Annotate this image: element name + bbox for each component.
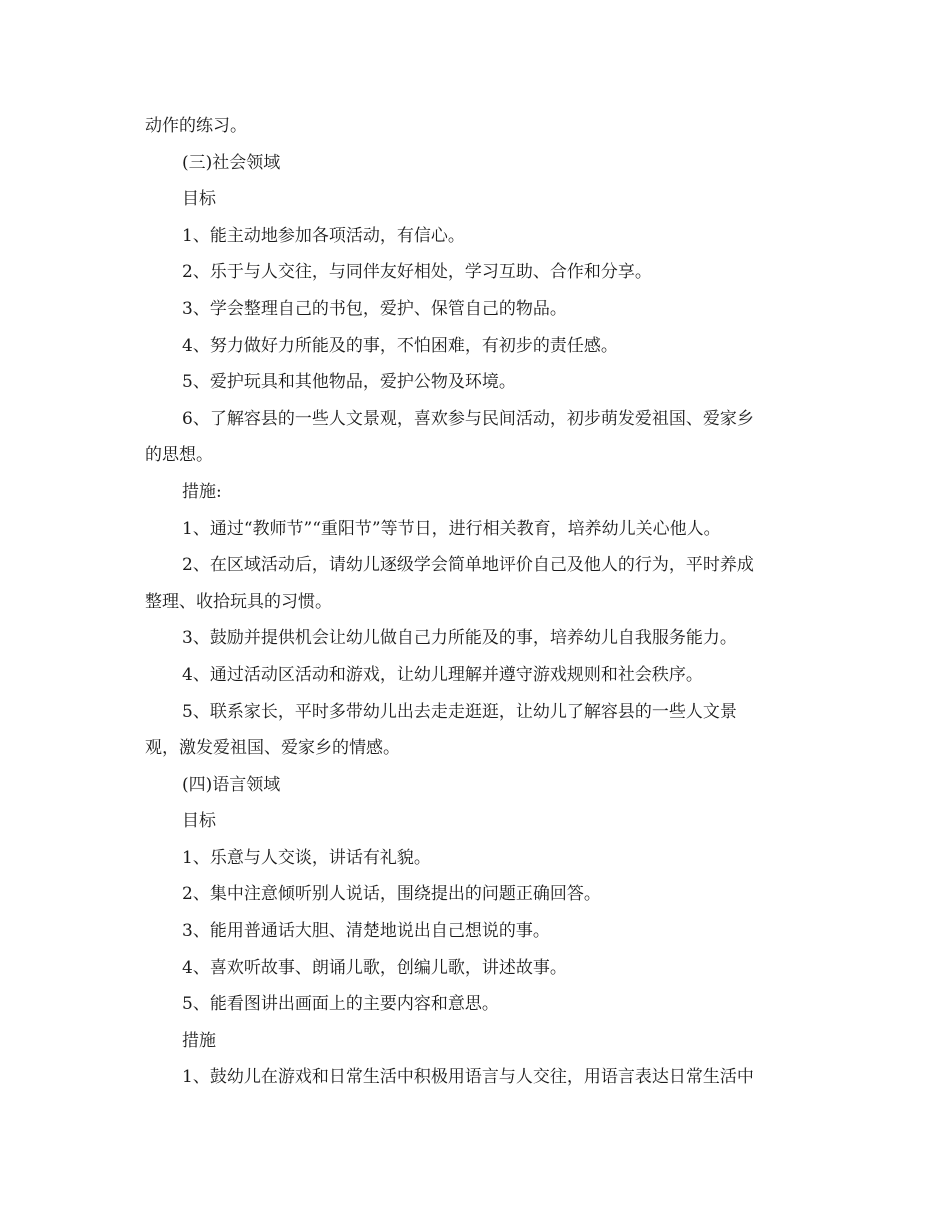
list-item: 1、通过“教师节”“重阳节”等节日，进行相关教育，培养幼儿关心他人。 xyxy=(182,518,721,539)
section-heading-social: (三)社会领域 xyxy=(182,152,281,173)
paragraph-line: 观，激发爱祖国、爱家乡的情感。 xyxy=(145,738,400,759)
paragraph-line: 的思想。 xyxy=(145,445,213,466)
list-item: 5、能看图讲出画面上的主要内容和意思。 xyxy=(182,994,499,1015)
list-item: 3、学会整理自己的书包，爱护、保管自己的物品。 xyxy=(182,298,567,319)
list-item: 4、努力做好力所能及的事，不怕困难，有初步的责任感。 xyxy=(182,335,618,356)
paragraph-line: 整理、收拾玩具的习惯。 xyxy=(145,591,332,612)
goals-heading: 目标 xyxy=(182,189,216,210)
section-heading-language: (四)语言领域 xyxy=(182,774,281,795)
list-item: 3、能用普通话大胆、清楚地说出自己想说的事。 xyxy=(182,921,550,942)
list-item: 4、喜欢听故事、朗诵儿歌，创编儿歌，讲述故事。 xyxy=(182,957,567,978)
list-item: 1、鼓幼儿在游戏和日常生活中积极用语言与人交往，用语言表达日常生活中 xyxy=(182,1067,754,1088)
list-item: 5、联系家长，平时多带幼儿出去走走逛逛，让幼儿了解容县的一些人文景 xyxy=(182,701,737,722)
measures-heading: 措施 xyxy=(182,1030,216,1051)
measures-heading: 措施: xyxy=(182,481,222,502)
list-item: 2、乐于与人交往，与同伴友好相处，学习互助、合作和分享。 xyxy=(182,262,652,283)
paragraph-line: 动作的练习。 xyxy=(145,116,247,136)
list-item: 5、爱护玩具和其他物品，爱护公物及环境。 xyxy=(182,372,516,393)
list-item: 4、通过活动区活动和游戏，让幼儿理解并遵守游戏规则和社会秩序。 xyxy=(182,664,703,685)
document-page xyxy=(145,108,810,1096)
list-item: 1、能主动地参加各项活动，有信心。 xyxy=(182,225,465,246)
list-item: 3、鼓励并提供机会让幼儿做自己力所能及的事，培养幼儿自我服务能力。 xyxy=(182,628,737,649)
list-item: 2、在区域活动后，请幼儿逐级学会简单地评价自己及他人的行为，平时养成 xyxy=(182,555,754,576)
goals-heading: 目标 xyxy=(182,811,216,832)
list-item: 1、乐意与人交谈，讲话有礼貌。 xyxy=(182,847,431,868)
list-item: 2、集中注意倾听别人说话，围绕提出的问题正确回答。 xyxy=(182,884,601,905)
list-item: 6、了解容县的一些人文景观，喜欢参与民间活动，初步萌发爱祖国、爱家乡 xyxy=(182,408,754,429)
